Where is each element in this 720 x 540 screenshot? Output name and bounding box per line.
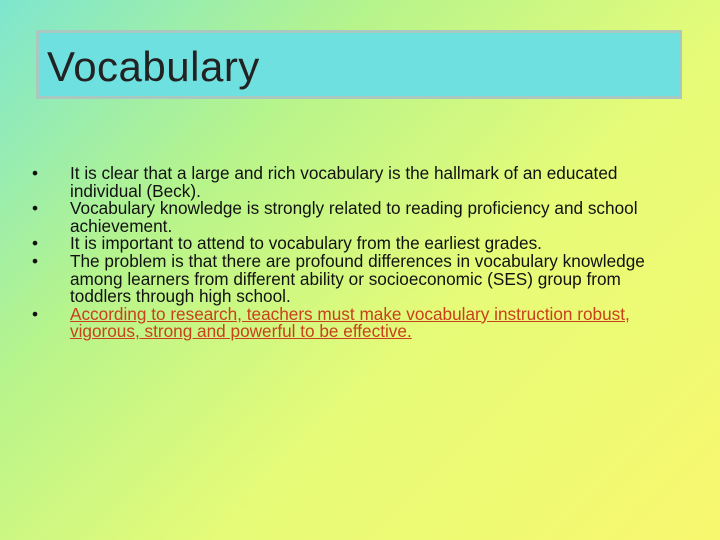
research-link[interactable]: According to research, teachers must make vocabulary instruction robust, vigorous, strong and powerful to be effective. bbox=[70, 303, 630, 342]
bullet-icon: • bbox=[31, 163, 39, 183]
bullet-item-link[interactable] bbox=[26, 303, 676, 342]
bullet-icon: • bbox=[31, 233, 39, 254]
title-box bbox=[36, 30, 682, 99]
bullet-text: It is clear that a large and rich vocabulary is the hallmark of an educated individual (Beck). bbox=[70, 163, 618, 201]
bullet-item bbox=[26, 165, 676, 200]
bullet-text: It is important to attend to vocabulary from the earliest grades. bbox=[70, 233, 542, 254]
bullet-text: The problem is that there are profound differences in vocabulary knowledge among learners from different ability or socioeconomic (SES) group from toddlers through high school. bbox=[70, 250, 645, 307]
bullet-icon: • bbox=[31, 303, 39, 324]
bullet-item bbox=[26, 250, 676, 307]
bullet-item bbox=[26, 200, 676, 235]
slide-title: Vocabulary bbox=[47, 43, 260, 90]
bullet-text: Vocabulary knowledge is strongly related to reading proficiency and school achievement. bbox=[70, 198, 638, 236]
bullet-icon: • bbox=[31, 250, 39, 271]
bullet-icon: • bbox=[31, 198, 39, 219]
bullet-list bbox=[26, 165, 676, 341]
